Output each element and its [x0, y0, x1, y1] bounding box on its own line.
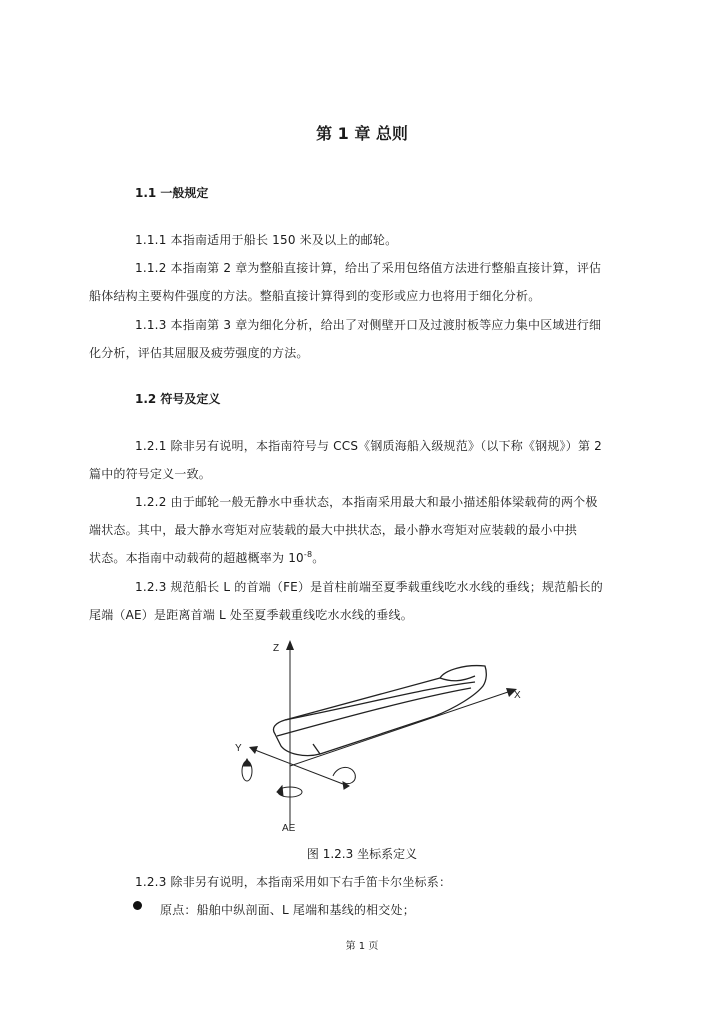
- paragraph-1-2-2-line2: 端状态。其中，最大静水弯矩对应装载的最大中拱状态，最小静水弯矩对应装载的最小中拱: [89, 523, 578, 537]
- z-arrowhead: [286, 640, 294, 650]
- exponent: -8: [303, 550, 313, 559]
- x-axis: [290, 692, 508, 766]
- section-heading-1-2: 1.2 符号及定义: [135, 392, 221, 406]
- paragraph-1-2-1-line2: 篇中的符号定义一致。: [89, 467, 212, 481]
- rotation-arrow-icon-right: [333, 767, 355, 789]
- paragraph-1-2-2-line3-text: 状态。本指南中动载荷的超越概率为 10: [89, 551, 304, 565]
- paragraph-1-1-2-line2: 船体结构主要构件强度的方法。整船直接计算得到的变形或应力也将用于细化分析。: [89, 289, 541, 303]
- x-axis-label: X: [514, 690, 521, 701]
- page-number: 第 1 页: [345, 941, 379, 952]
- section-heading-1-1: 1.1 一般规定: [135, 186, 209, 200]
- paragraph-1-2-3-line1: 1.2.3 规范船长 L 的首端（FE）是首柱前端至夏季载重线吃水水线的垂线；规范船长的: [135, 580, 603, 594]
- paragraph-1-2-3-coordinates: 1.2.3 除非另有说明，本指南采用如下右手笛卡尔坐标系：: [135, 875, 452, 889]
- paragraph-1-1-3-line1: 1.1.3 本指南第 3 章为细化分析，给出了对侧壁开口及过渡肘板等应力集中区域进行细: [135, 318, 602, 332]
- y-arrowhead: [249, 746, 258, 754]
- bullet-icon: [133, 901, 142, 910]
- paragraph-1-1-1: 1.1.1 本指南适用于船长 150 米及以上的邮轮。: [135, 233, 398, 247]
- paragraph-1-2-2-line1: 1.2.2 由于邮轮一般无静水中垂状态，本指南采用最大和最小描述船体梁载荷的两个极: [135, 495, 598, 509]
- y-axis-label: Y: [235, 743, 242, 754]
- rotation-arrow-icon-left: [242, 759, 252, 781]
- paragraph-1-2-2-line3-end: 。: [312, 551, 325, 565]
- coordinate-system-figure: [225, 636, 535, 836]
- paragraph-1-1-2-line1: 1.1.2 本指南第 2 章为整船直接计算，给出了采用包络值方法进行整船直接计算，评估: [135, 261, 602, 275]
- ae-label: AE: [282, 823, 296, 834]
- paragraph-1-2-2-line3: [89, 549, 324, 566]
- paragraph-1-2-1-line1: 1.2.1 除非另有说明，本指南符号与 CCS《钢质海船入级规范》（以下称《钢规》）第 2: [135, 439, 602, 453]
- z-axis-label: Z: [273, 643, 280, 654]
- chapter-title: 第 1 章 总则: [316, 124, 408, 143]
- paragraph-1-1-3-line2: 化分析，评估其屈服及疲劳强度的方法。: [89, 346, 309, 360]
- bullet-item-origin: 原点：船舶中纵剖面、L 尾端和基线的相交处；: [160, 903, 415, 917]
- figure-caption: 图 1.2.3 坐标系定义: [306, 847, 418, 861]
- paragraph-1-2-3-line2: 尾端（AE）是距离首端 L 处至夏季载重线吃水水线的垂线。: [89, 608, 413, 622]
